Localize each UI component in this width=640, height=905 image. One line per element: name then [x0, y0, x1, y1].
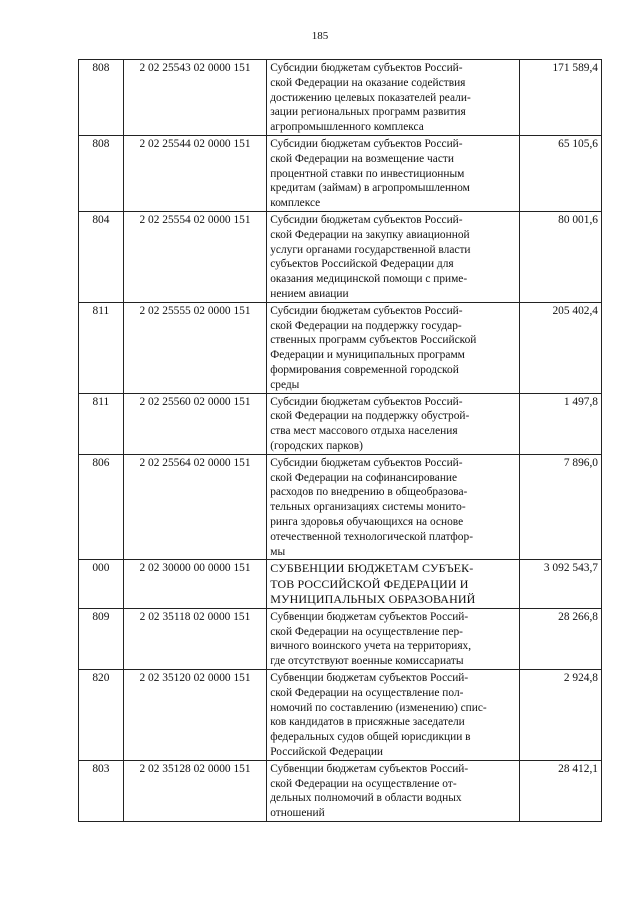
revenue-name-line: услуги органами государственной власти: [270, 243, 471, 256]
revenue-name-line: достижению целевых показателей реали-: [270, 91, 471, 104]
revenue-name-line: ской Федерации на осуществление от-: [270, 777, 457, 790]
amount-cell: 28 412,1: [519, 760, 601, 821]
revenue-name-line: Субвенции бюджетам субъектов Россий-: [270, 610, 469, 623]
revenue-name-line: Субвенции бюджетам субъектов Россий-: [270, 671, 469, 684]
admin-code-cell: 804: [79, 211, 124, 302]
revenue-name-line: где отсутствуют военные комиссариаты: [270, 655, 464, 668]
revenue-name-line: зации региональных программ развития: [270, 106, 466, 119]
table-row: [79, 393, 602, 454]
revenue-name-cell: [267, 393, 519, 454]
revenue-name-line: комплексе: [270, 197, 321, 210]
table-row: [79, 302, 602, 393]
admin-code-cell: 811: [79, 302, 124, 393]
revenue-name-line: СУБВЕНЦИИ БЮДЖЕТАМ СУБЪЕК-: [270, 561, 474, 576]
admin-code-cell: 808: [79, 60, 124, 136]
amount-cell: 1 497,8: [519, 393, 601, 454]
budget-classification-code-cell: 2 02 25544 02 0000 151: [123, 135, 266, 211]
revenue-name-line: федеральных судов общей юрисдикции в: [270, 731, 471, 744]
admin-code-cell: 820: [79, 669, 124, 760]
revenue-name-line: Субвенции бюджетам субъектов Россий-: [270, 762, 469, 775]
table-row: [79, 560, 602, 609]
revenue-name-line: расходов по внедрению в общеобразова-: [270, 486, 468, 499]
revenue-name-line: отношений: [270, 807, 325, 820]
revenue-name-line: Субсидии бюджетам субъектов Россий-: [270, 213, 463, 226]
revenue-name-line: ков кандидатов в присяжные заседатели: [270, 716, 465, 729]
revenue-name-line: Субсидии бюджетам субъектов Россий-: [270, 62, 463, 74]
revenue-name-line: Субсидии бюджетам субъектов Россий-: [270, 456, 463, 469]
amount-cell: 28 266,8: [519, 608, 601, 669]
budget-classification-code-cell: 2 02 35120 02 0000 151: [123, 669, 266, 760]
revenue-name-line: ской Федерации на осуществление пер-: [270, 625, 463, 638]
revenue-table: [78, 59, 602, 822]
admin-code-cell: 808: [79, 135, 124, 211]
revenue-name-line: нением авиации: [270, 287, 349, 300]
revenue-name-line: ской Федерации на поддержку обустрой-: [270, 410, 470, 423]
table-row: [79, 135, 602, 211]
revenue-name-line: ринга здоровья обучающихся на основе: [270, 515, 464, 528]
revenue-name-line: Федерации и муниципальных программ: [270, 349, 465, 362]
revenue-name-cell: [267, 135, 519, 211]
amount-cell: 7 896,0: [519, 454, 601, 560]
revenue-name-cell: [267, 669, 519, 760]
admin-code-cell: 809: [79, 608, 124, 669]
revenue-name-line: тельных организациях системы монито-: [270, 501, 466, 514]
table-row: [79, 760, 602, 821]
admin-code-cell: 000: [79, 560, 124, 609]
revenue-name-cell: [267, 302, 519, 393]
revenue-name-cell: [267, 560, 519, 609]
revenue-name-line: ской Федерации на осуществление пол-: [270, 686, 464, 699]
revenue-name-cell: [267, 211, 519, 302]
revenue-name-line: ства мест массового отдыха населения: [270, 425, 458, 438]
amount-cell: 80 001,6: [519, 211, 601, 302]
revenue-name-line: оказания медицинской помощи с приме-: [270, 273, 468, 286]
revenue-name-line: (городских парков): [270, 439, 363, 452]
budget-classification-code-cell: 2 02 25560 02 0000 151: [123, 393, 266, 454]
budget-classification-code-cell: 2 02 35128 02 0000 151: [123, 760, 266, 821]
revenue-name-cell: [267, 60, 519, 136]
revenue-name-cell: [267, 608, 519, 669]
revenue-name-line: ской Федерации на закупку авиационной: [270, 228, 470, 241]
revenue-name-line: среды: [270, 378, 300, 391]
admin-code-cell: 811: [79, 393, 124, 454]
table-row: [79, 454, 602, 560]
budget-classification-code-cell: 2 02 25554 02 0000 151: [123, 211, 266, 302]
admin-code-cell: 803: [79, 760, 124, 821]
table-body: [79, 60, 602, 822]
revenue-name-line: Российской Федерации: [270, 745, 384, 758]
revenue-name-line: ской Федерации на оказание содействия: [270, 76, 466, 89]
revenue-name-line: ТОВ РОССИЙСКОЙ ФЕДЕРАЦИИ И: [270, 576, 469, 591]
revenue-name-line: кредитам (займам) в агропромышленном: [270, 182, 470, 195]
budget-classification-code-cell: 2 02 35118 02 0000 151: [123, 608, 266, 669]
revenue-name-line: вичного воинского учета на территориях,: [270, 640, 472, 653]
revenue-name-line: ской Федерации на софинансирование: [270, 471, 458, 484]
amount-cell: 3 092 543,7: [519, 560, 601, 609]
revenue-name-line: процентной ставки по инвестиционным: [270, 167, 465, 180]
amount-cell: 2 924,8: [519, 669, 601, 760]
revenue-name-line: ственных программ субъектов Российской: [270, 334, 477, 347]
revenue-name-line: Субсидии бюджетам субъектов Россий-: [270, 137, 463, 150]
table-row: [79, 669, 602, 760]
budget-classification-code-cell: 2 02 25555 02 0000 151: [123, 302, 266, 393]
budget-classification-code-cell: 2 02 30000 00 0000 151: [123, 560, 266, 609]
amount-cell: 65 105,6: [519, 135, 601, 211]
revenue-name-cell: [267, 760, 519, 821]
revenue-name-line: агропромышленного комплекса: [270, 121, 424, 134]
revenue-name-line: отечественной технологической платфор-: [270, 530, 473, 543]
revenue-name-line: Субсидии бюджетам субъектов Россий-: [270, 304, 463, 317]
revenue-name-line: ской Федерации на возмещение части: [270, 152, 454, 165]
revenue-name-line: номочий по составлению (изменению) спис-: [270, 701, 487, 714]
amount-cell: 171 589,4: [519, 60, 601, 136]
admin-code-cell: 806: [79, 454, 124, 560]
revenue-name-cell: [267, 454, 519, 560]
revenue-name-line: формирования современной городской: [270, 363, 459, 376]
revenue-name-line: МУНИЦИПАЛЬНЫХ ОБРАЗОВАНИЙ: [270, 592, 476, 607]
revenue-name-line: дельных полномочий в области водных: [270, 792, 462, 805]
revenue-name-line: Субсидии бюджетам субъектов Россий-: [270, 395, 463, 408]
page-number: 185: [311, 30, 329, 42]
table-row: [79, 60, 602, 136]
revenue-name-line: мы: [270, 545, 286, 558]
table-row: [79, 211, 602, 302]
revenue-name-line: субъектов Российской Федерации для: [270, 258, 454, 271]
budget-classification-code-cell: 2 02 25564 02 0000 151: [123, 454, 266, 560]
revenue-name-line: ской Федерации на поддержку государ-: [270, 319, 462, 332]
table-row: [79, 608, 602, 669]
budget-classification-code-cell: 2 02 25543 02 0000 151: [123, 60, 266, 136]
amount-cell: 205 402,4: [519, 302, 601, 393]
